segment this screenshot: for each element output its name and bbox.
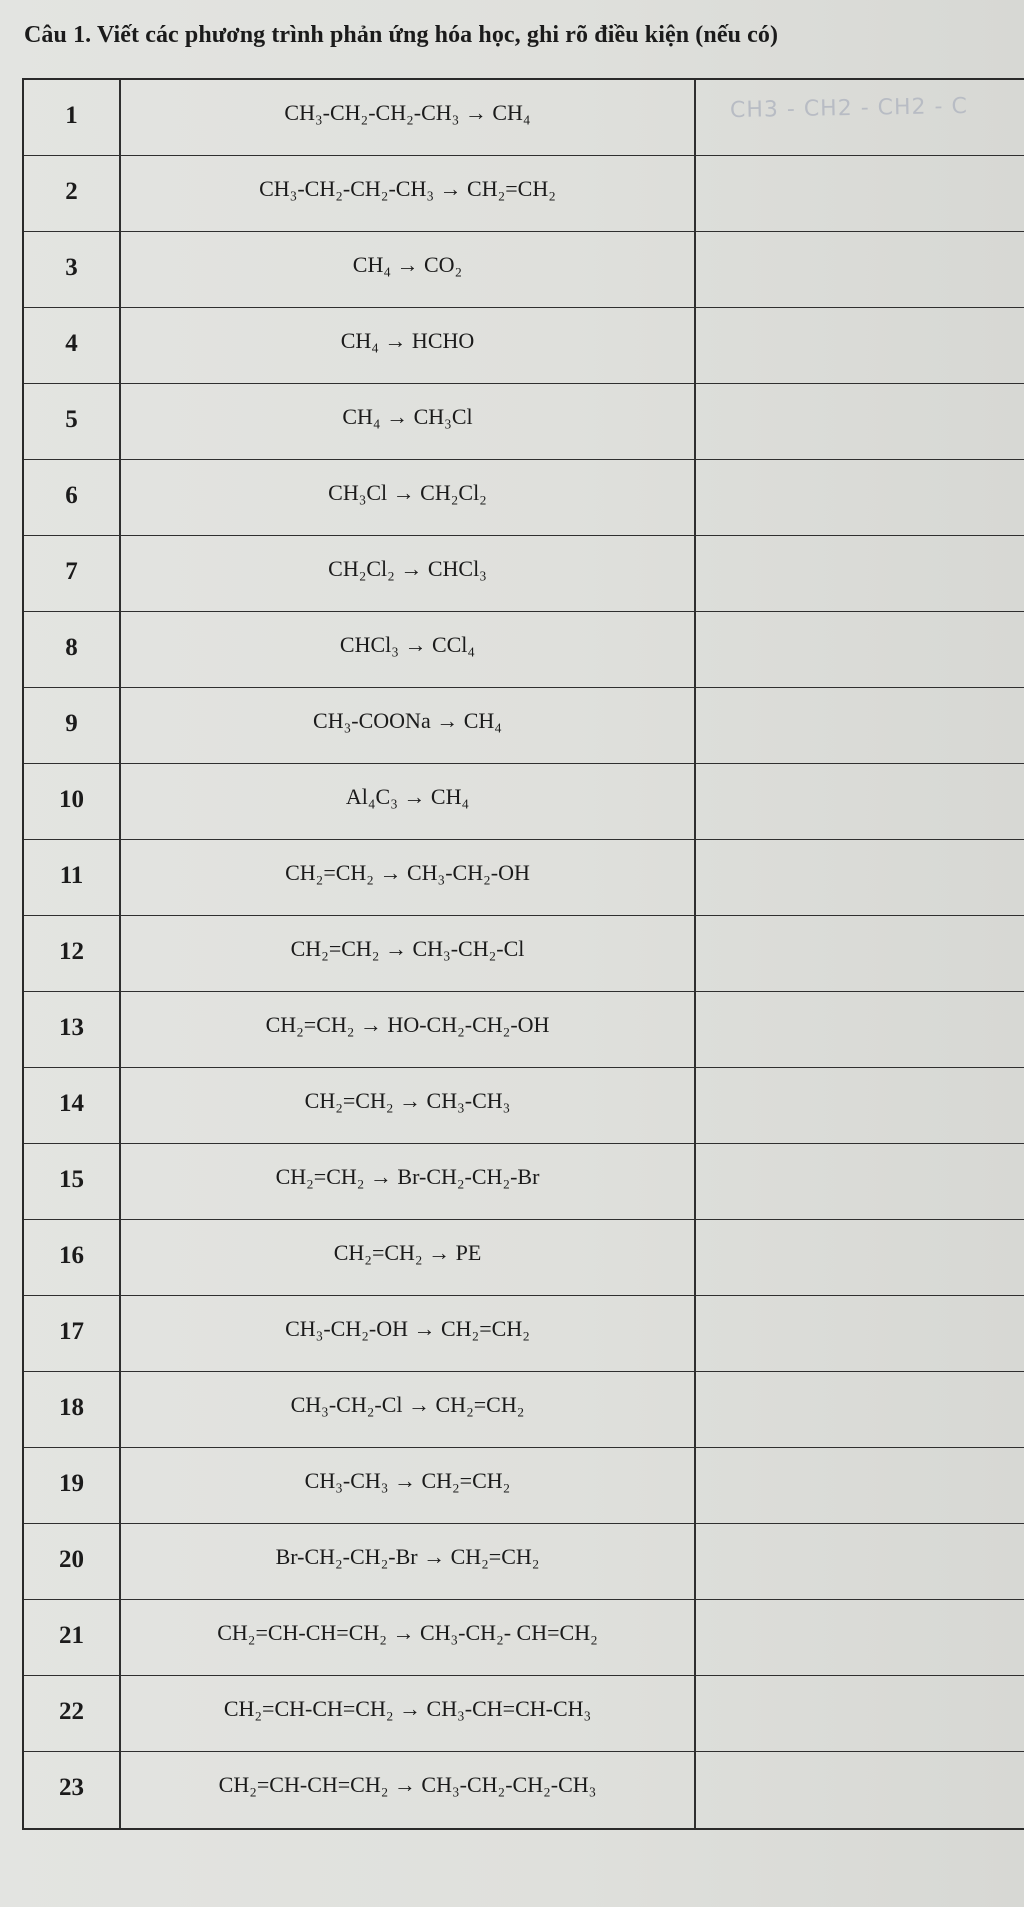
reaction-equation: Al₄C₃ → CH₄ [345,784,470,809]
row-number: 15 [59,1166,84,1193]
table-row [24,156,1024,232]
table-row [24,1676,1024,1752]
reaction-equation: CH₂=CH₂ → CH₃-CH₂-OH [285,860,530,885]
reaction-equation: CH₄ → CO₂ [352,252,463,277]
reaction-equation: CH₃-COONa → CH₄ [313,708,502,733]
reaction-equation: CH₃-CH₂-CH₂-CH₃ → CH₂=CH₂ [259,176,556,201]
reaction-equation: CH₄ → HCHO [340,328,475,353]
row-number: 14 [59,1090,84,1117]
reaction-equation: CH₂=CH-CH=CH₂ → CH₃-CH₂- CH=CH₂ [217,1620,598,1645]
handwritten-answer: CH3 - CH2 - CH2 - C [729,93,969,124]
answer-cell[interactable] [696,916,1024,991]
reaction-equation: CH₂=CH₂ → CH₃-CH₃ [304,1088,511,1113]
reaction-equation: CH₂=CH₂ → Br-CH₂-CH₂-Br [275,1164,540,1189]
row-number: 7 [65,558,78,585]
reaction-equation: CHCl₃ → CCl₄ [339,632,476,657]
table-row [24,1752,1024,1828]
table-row [24,384,1024,460]
answer-cell[interactable] [696,1524,1024,1599]
answer-cell[interactable] [696,1296,1024,1371]
row-number: 19 [59,1470,84,1497]
row-number: 22 [59,1698,84,1725]
table-row [24,1144,1024,1220]
answer-cell[interactable] [696,612,1024,687]
answer-cell[interactable] [696,840,1024,915]
answer-cell[interactable] [696,1144,1024,1219]
table-row [24,1296,1024,1372]
answer-cell[interactable] [696,1372,1024,1447]
table-row [24,612,1024,688]
answer-cell[interactable] [696,1448,1024,1523]
answer-cell[interactable] [696,384,1024,459]
table-row [24,992,1024,1068]
answer-cell[interactable] [696,460,1024,535]
reaction-equation: CH₂=CH₂ → PE [333,1240,482,1265]
row-number: 16 [59,1242,84,1269]
row-number: 23 [59,1774,84,1801]
reaction-equation: CH₂=CH₂ → CH₃-CH₂-Cl [290,936,525,961]
answer-cell[interactable] [696,1600,1024,1675]
row-number: 11 [59,862,84,889]
answer-cell[interactable] [696,232,1024,307]
reaction-equation: CH₃-CH₃ → CH₂=CH₂ [304,1468,511,1493]
answer-cell[interactable] [696,1068,1024,1143]
table-row [24,1448,1024,1524]
reaction-equation: CH₃Cl → CH₂Cl₂ [328,480,487,505]
row-number: 3 [65,254,78,281]
reaction-equation: CH₃-CH₂-OH → CH₂=CH₂ [285,1316,530,1341]
answer-cell[interactable] [696,536,1024,611]
row-number: 6 [65,482,78,509]
table-row [24,1524,1024,1600]
row-number: 17 [59,1318,84,1345]
row-number: 10 [59,786,84,813]
reaction-equation: CH₃-CH₂-CH₂-CH₃ → CH₄ [284,100,531,125]
row-number: 2 [65,178,78,205]
table-row [24,1220,1024,1296]
reaction-equation: Br-CH₂-CH₂-Br → CH₂=CH₂ [275,1544,540,1569]
row-number: 8 [65,634,78,661]
table-row [24,308,1024,384]
reaction-equation: CH₂=CH₂ → HO-CH₂-CH₂-OH [265,1012,550,1037]
reaction-equation: CH₃-CH₂-Cl → CH₂=CH₂ [290,1392,525,1417]
answer-cell[interactable] [696,992,1024,1067]
table-row [24,764,1024,840]
reaction-equation: CH₄ → CH₃Cl [342,404,473,429]
row-number: 13 [59,1014,84,1041]
table-row [24,460,1024,536]
row-number: 20 [59,1546,84,1573]
table-row [24,536,1024,612]
row-number: 4 [65,330,78,357]
answer-cell[interactable] [696,1676,1024,1751]
table-row [24,232,1024,308]
row-number: 5 [65,406,78,433]
table-row [24,688,1024,764]
table-row [24,840,1024,916]
reaction-table [22,78,1024,1830]
row-number: 9 [65,710,78,737]
table-row [24,1372,1024,1448]
answer-cell[interactable] [696,764,1024,839]
question-title: Câu 1. Viết các phương trình phản ứng hóa học, ghi rõ điều kiện (nếu có) [24,22,779,48]
answer-cell[interactable] [696,1220,1024,1295]
table-row [24,1068,1024,1144]
row-number: 1 [65,102,78,129]
answer-cell[interactable] [696,156,1024,231]
reaction-equation: CH₂Cl₂ → CHCl₃ [328,556,487,581]
answer-cell[interactable] [696,1752,1024,1828]
table-row [24,916,1024,992]
row-number: 12 [59,938,84,965]
reaction-equation: CH₂=CH-CH=CH₂ → CH₃-CH=CH-CH₃ [223,1696,592,1721]
row-number: 18 [59,1394,84,1421]
reaction-equation: CH₂=CH-CH=CH₂ → CH₃-CH₂-CH₂-CH₃ [218,1772,597,1797]
row-number: 21 [59,1622,84,1649]
table-row [24,1600,1024,1676]
answer-cell[interactable] [696,688,1024,763]
answer-cell[interactable] [696,308,1024,383]
